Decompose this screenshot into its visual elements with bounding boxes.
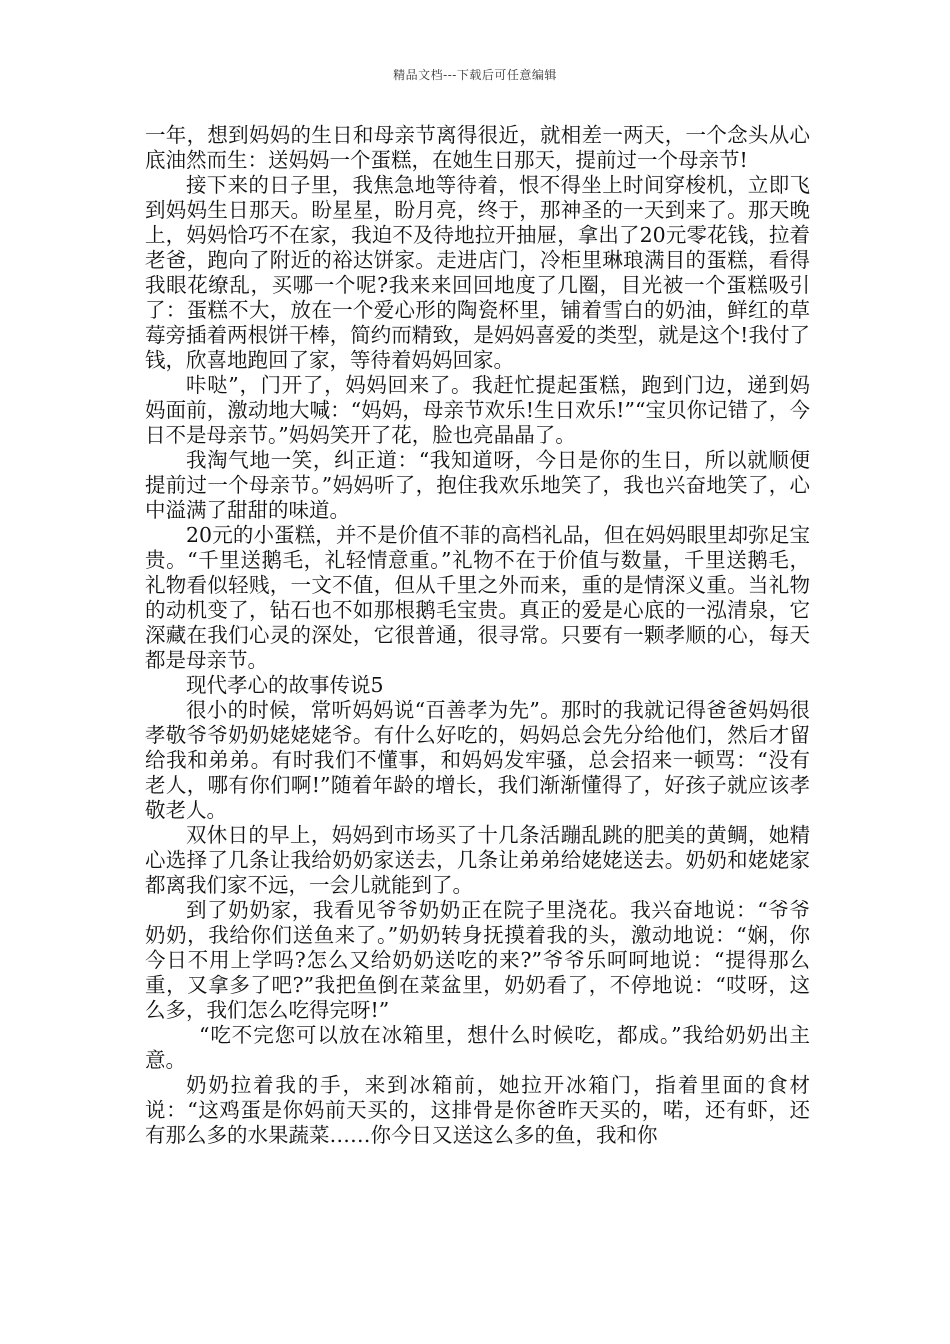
document-body [145,123,810,1148]
paragraph: 奶奶拉着我的手，来到冰箱前，她拉开冰箱门，指着里面的食材说：“这鸡蛋是你妈前天买的，这排骨是你爸昨天买的，喏，还有虾，还有那么多的水果蔬菜……你今日又送这么多的鱼，我和你 [145,1073,810,1147]
page-header: 精品文档---下载后可任意编辑 [393,68,557,82]
paragraph: 20元的小蛋糕，并不是价值不菲的高档礼品，但在妈妈眼里却弥足宝贵。“千里送鹅毛，礼轻情意重。”礼物不在于价值与数量，千里送鹅毛，礼物看似轻贱，一文不值，但从千里之外而来，重的是情深义重。当礼物的动机变了，钻石也不如那根鹅毛宝贵。真正的爱是心底的一泓清泉，它深藏在我们心灵的深处，它很普通，很寻常。只要有一颗孝顺的心，每天都是母亲节。 [145,523,810,672]
paragraph: “吃不完您可以放在冰箱里，想什么时候吃，都成。”我给奶奶出主意。 [145,1023,810,1072]
paragraph: 咔哒”，门开了，妈妈回来了。我赶忙提起蛋糕，跑到门边，递到妈妈面前，激动地大喊：“妈妈，母亲节欢乐!生日欢乐!”“宝贝你记错了，今日不是母亲节。”妈妈笑开了花，脸也亮晶晶了。 [145,373,810,447]
section-title: 现代孝心的故事传说5 [186,673,384,697]
paragraph: 接下来的日子里，我焦急地等待着，恨不得坐上时间穿梭机，立即飞到妈妈生日那天。盼星星，盼月亮，终于，那神圣的一天到来了。那天晚上，妈妈恰巧不在家，我迫不及待地拉开抽屉，拿出了20元零花钱，拉着老爸，跑向了附近的裕达饼家。走进店门，冷柜里琳琅满目的蛋糕，看得我眼花缭乱，买哪一个呢?我来来回回地度了几圈，目光被一个蛋糕吸引了：蛋糕不大，放在一个爱心形的陶瓷杯里，铺着雪白的奶油，鲜红的草莓旁插着两根饼干棒，简约而精致，是妈妈喜爱的类型，就是这个!我付了钱，欣喜地跑回了家，等待着妈妈回家。 [145,173,810,372]
paragraph: 到了奶奶家，我看见爷爷奶奶正在院子里浇花。我兴奋地说：“爷爷奶奶，我给你们送鱼来了。”奶奶转身抚摸着我的头，激动地说：“娴，你今日不用上学吗?怎么又给奶奶送吃的来?”爷爷乐呵呵地说：“提得那么重，又拿多了吧?”我把鱼倒在菜盆里，奶奶看了，不停地说：“哎呀，这么多，我们怎么吃得完呀!” [145,898,810,1022]
paragraph: 双休日的早上，妈妈到市场买了十几条活蹦乱跳的肥美的黄鲷，她精心选择了几条让我给奶奶家送去，几条让弟弟给姥姥送去。奶奶和姥姥家都离我们家不远，一会儿就能到了。 [145,823,810,897]
paragraph: 我淘气地一笑，纠正道：“我知道呀，今日是你的生日，所以就顺便提前过一个母亲节。”妈妈听了，抱住我欢乐地笑了，我也兴奋地笑了，心中溢满了甜甜的味道。 [145,448,810,522]
paragraph: 很小的时候，常听妈妈说“百善孝为先”。那时的我就记得爸爸妈妈很孝敬爷爷奶奶姥姥姥爷。有什么好吃的，妈妈总会先分给他们，然后才留给我和弟弟。有时我们不懂事，和妈妈发牢骚，总会招来一顿骂：“没有老人，哪有你们啊!”随着年龄的增长，我们渐渐懂得了，好孩子就应该孝敬老人。 [145,698,810,822]
paragraph: 一年，想到妈妈的生日和母亲节离得很近，就相差一两天，一个念头从心底油然而生：送妈妈一个蛋糕，在她生日那天，提前过一个母亲节! [145,123,810,172]
